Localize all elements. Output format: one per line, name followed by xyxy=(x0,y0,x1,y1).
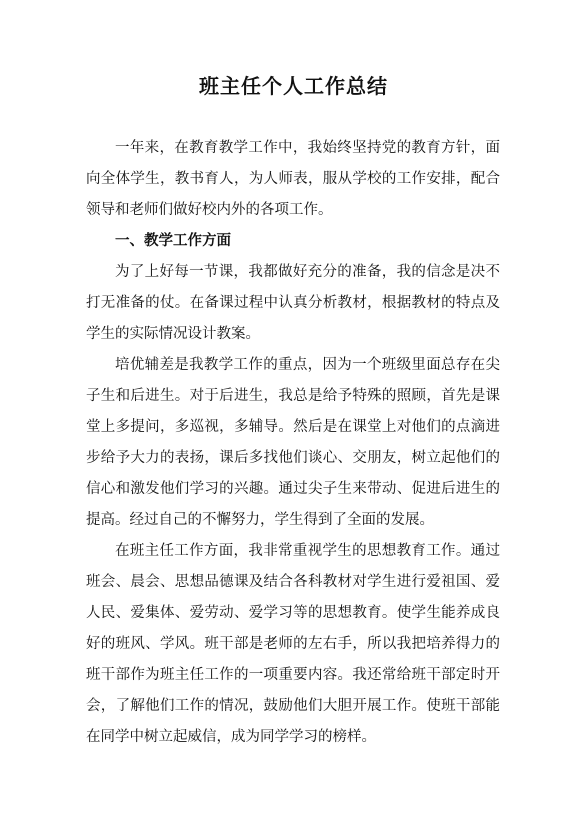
paragraph-intro: 一年来，在教育教学工作中，我始终坚持党的教育方针，面向全体学生，教书育人，为人师表，服从学校的工作安排，配合领导和老师们做好校内外的各项工作。 xyxy=(86,140,500,218)
paragraph-lesson-prep: 为了上好每一节课，我都做好充分的准备，我的信念是决不打无准备的仗。在备课过程中认真分析教材，根据教材的特点及学生的实际情况设计教案。 xyxy=(86,264,500,342)
section-heading-teaching: 一、教学工作方面 xyxy=(115,233,231,249)
paragraph-class-management: 在班主任工作方面，我非常重视学生的思想教育工作。通过班会、晨会、思想品德课及结合各科教材对学生进行爱祖国、爱人民、爱集体、爱劳动、爱学习等的思想教育。使学生能养成良好的班风、学风。班干部是老师的左右手，所以我把培养得力的班干部作为班主任工作的一项重要内容。我还常给班干部定时开会，了解他们工作的情况，鼓励他们大胆开展工作。使班干部能在同学中树立起威信，成为同学学习的榜样。 xyxy=(86,543,500,745)
document-body xyxy=(86,133,500,753)
document-title: 班主任个人工作总结 xyxy=(199,74,388,98)
paragraph-tutoring: 培优辅差是我教学工作的重点，因为一个班级里面总存在尖子生和后进生。对于后进生，我总是给予特殊的照顾，首先是课堂上多提问，多巡视，多辅导。然后是在课堂上对他们的点滴进步给予大力的表扬，课后多找他们谈心、交朋友，树立起他们的信心和激发他们学习的兴趣。通过尖子生来带动、促进后进生的提高。经过自己的不懈努力，学生得到了全面的发展。 xyxy=(86,357,500,528)
